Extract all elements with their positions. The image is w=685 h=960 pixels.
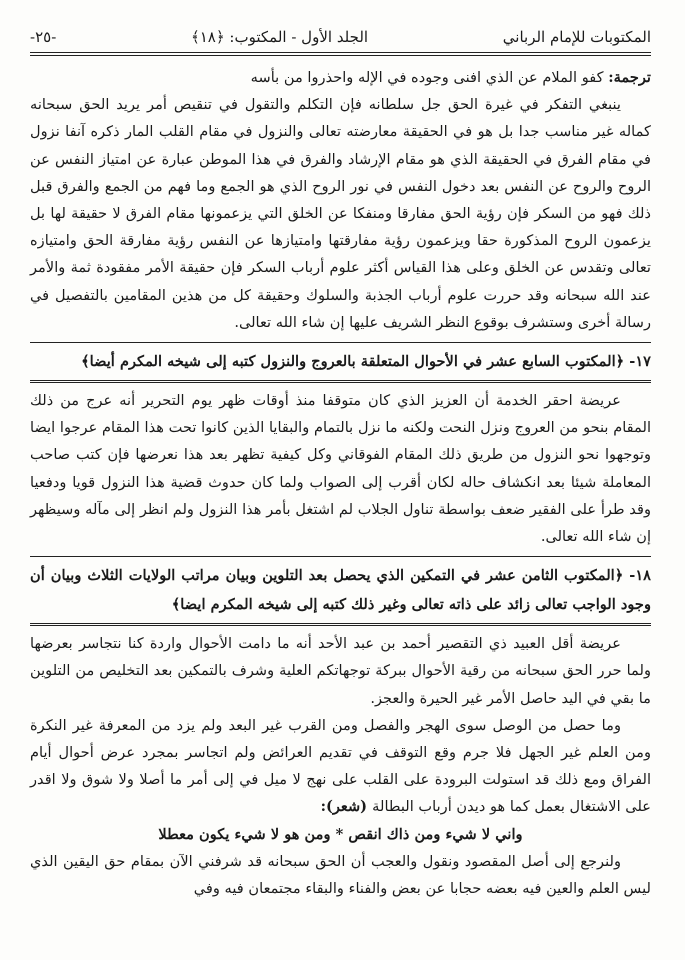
volume-info: الجلد الأول - المكتوب: ﴿١٨﴾ <box>190 28 369 46</box>
letter-17-heading <box>30 342 651 383</box>
letter-18-paragraph-3: ولنرجع إلى أصل المقصود ونقول والعجب أن الحق سبحانه قد شرفني الآن بمقام حق اليقين الذي ليس العلم والعين فيه بعضه حجابا عن بعض والفناء والبقاء مجتمعان فيه وفي <box>30 852 651 898</box>
letter-18-paragraph-1: عريضة أقل العبيد ذي التقصير أحمد بن عبد الأحد أنه ما دامت الأحوال واردة كنا نتجاسر بعرضها ولما حرر الحق سبحانه من رقية الأحوال ببركة توجهاتكم العلية وشرف بالتمكين بعد التخليص من التلوين ما بقي في اليد حاصل الأمر غير الحيرة والعجز. <box>30 635 651 707</box>
book-title: المكتوبات للإمام الرباني <box>502 28 651 46</box>
translation-label: ترجمة: <box>608 69 651 86</box>
page-header <box>30 0 651 52</box>
translation-line <box>30 64 651 91</box>
header-rule <box>30 52 651 56</box>
letter-17-heading-text: ١٧- ﴿المكتوب السابع عشر في الأحوال المتعلقة بالعروج والنزول كتبه إلى شيخه المكرم أيضا﴾ <box>30 347 651 383</box>
letter-18-paragraph-2 <box>30 712 651 821</box>
letter-18-heading-text: ١٨- ﴿المكتوب الثامن عشر في التمكين الذي يحصل بعد التلوين وبيان مراتب الولايات الثلاث وبيان أن وجود الواجب تعالى زائد على ذاته تعالى وغير ذلك كتبه إلى شيخه المكرم ايضا﴾ <box>30 561 651 626</box>
letter-18-paragraph-2-text: وما حصل من الوصل سوى الهجر والفصل ومن القرب غير البعد ولم يزد من المعرفة غير النكرة ومن العلم غير الجهل فلا جرم وقع التوقف في تقديم العرائض ولم اتجاسر بمجرد عرض أحوال أيام الفراق ومع ذلك قد استولت البرودة على القلب على نهج لا ميل في إلى أمر ما أصلا ولا شوق ولا اقدر على الاشتغال بعمل كما هو ديدن أرباب البطالة <box>30 716 651 816</box>
poem-verse: واني لا شيء ومن ذاك انقص * ومن هو لا شيء يكون معطلا <box>158 825 523 843</box>
intro-paragraph: ينبغي التفكر في غيرة الحق جل سلطانه فإن التكلم والتقول في تنقيص أمر يريد الحق سبحانه كماله غير مناسب جدا بل هو في الحقيقة معارضته تعالى والنزول في مقام القلب المار ذكره آنفا نزول في مقام الفرق في الحقيقة الذي هو مقام الإرشاد والفرق في هذا الموطن عبارة عن امتياز النفس عن الروح والروح عن النفس بعد دخول النفس في نور الروح الذي هو الجمع وما فهم من الجمع والفرق قبل ذلك فهو من السكر فإن رؤية الحق مفارقا ومنفكا عن الخلق التي يزعمونها مقام الفرق لا حقيقة لها بل يزعمون الروح المذكورة حقا ويزعمون رؤية مفارقتها وامتيازها عن النفس رؤية مفارقة الحق وامتيازه تعالى وتقدس عن الخلق وعلى هذا القياس أكثر علوم أرباب السكر فإن حقيقة الأمر مفقودة ثمة والأمر عند الله سبحانه وقد حررت علوم أرباب الجذبة والسلوك وحقيقة كل من هذين المقامين بالتفصيل في رسالة أخرى وستشرف بوقوع النظر الشريف عليها إن شاء الله تعالى. <box>30 96 651 331</box>
letter-18-heading <box>30 556 651 626</box>
page-number: -٢٥- <box>30 28 57 46</box>
poem-label: (شعر): <box>320 798 373 816</box>
translation-text: كفو الملام عن الذي افنى وجوده في الإله واحذروا من بأسه <box>250 69 609 86</box>
letter-17-body: عريضة احقر الخدمة أن العزيز الذي كان متوقفا منذ أوقات ظهر يوم التحرير أنه عرج من ذلك المقام بنحو من العروج ونزل النحت ولكنه ما نزل بالتمام والبقايا الذين كانوا تحت هذا المقام عرجوا ايضا وتوجهوا نحو النزول من طريق ذلك المقام الفوقاني وكل كيفية تظهر بعد هذا نعرضها فإن كتب صاحب المعاملة شيئا بعد انكشاف حاله لكان أقرب إلى الصواب ولما كان حدوث قضية هذا النزول قويا ودفعيا وقد طرأ على الفقير ضعف بواسطة تناول الجلاب لم اشتغل بأمر هذا النزول ولم انظر إلى مآله وسيظهر إن شاء الله تعالى. <box>30 392 652 546</box>
